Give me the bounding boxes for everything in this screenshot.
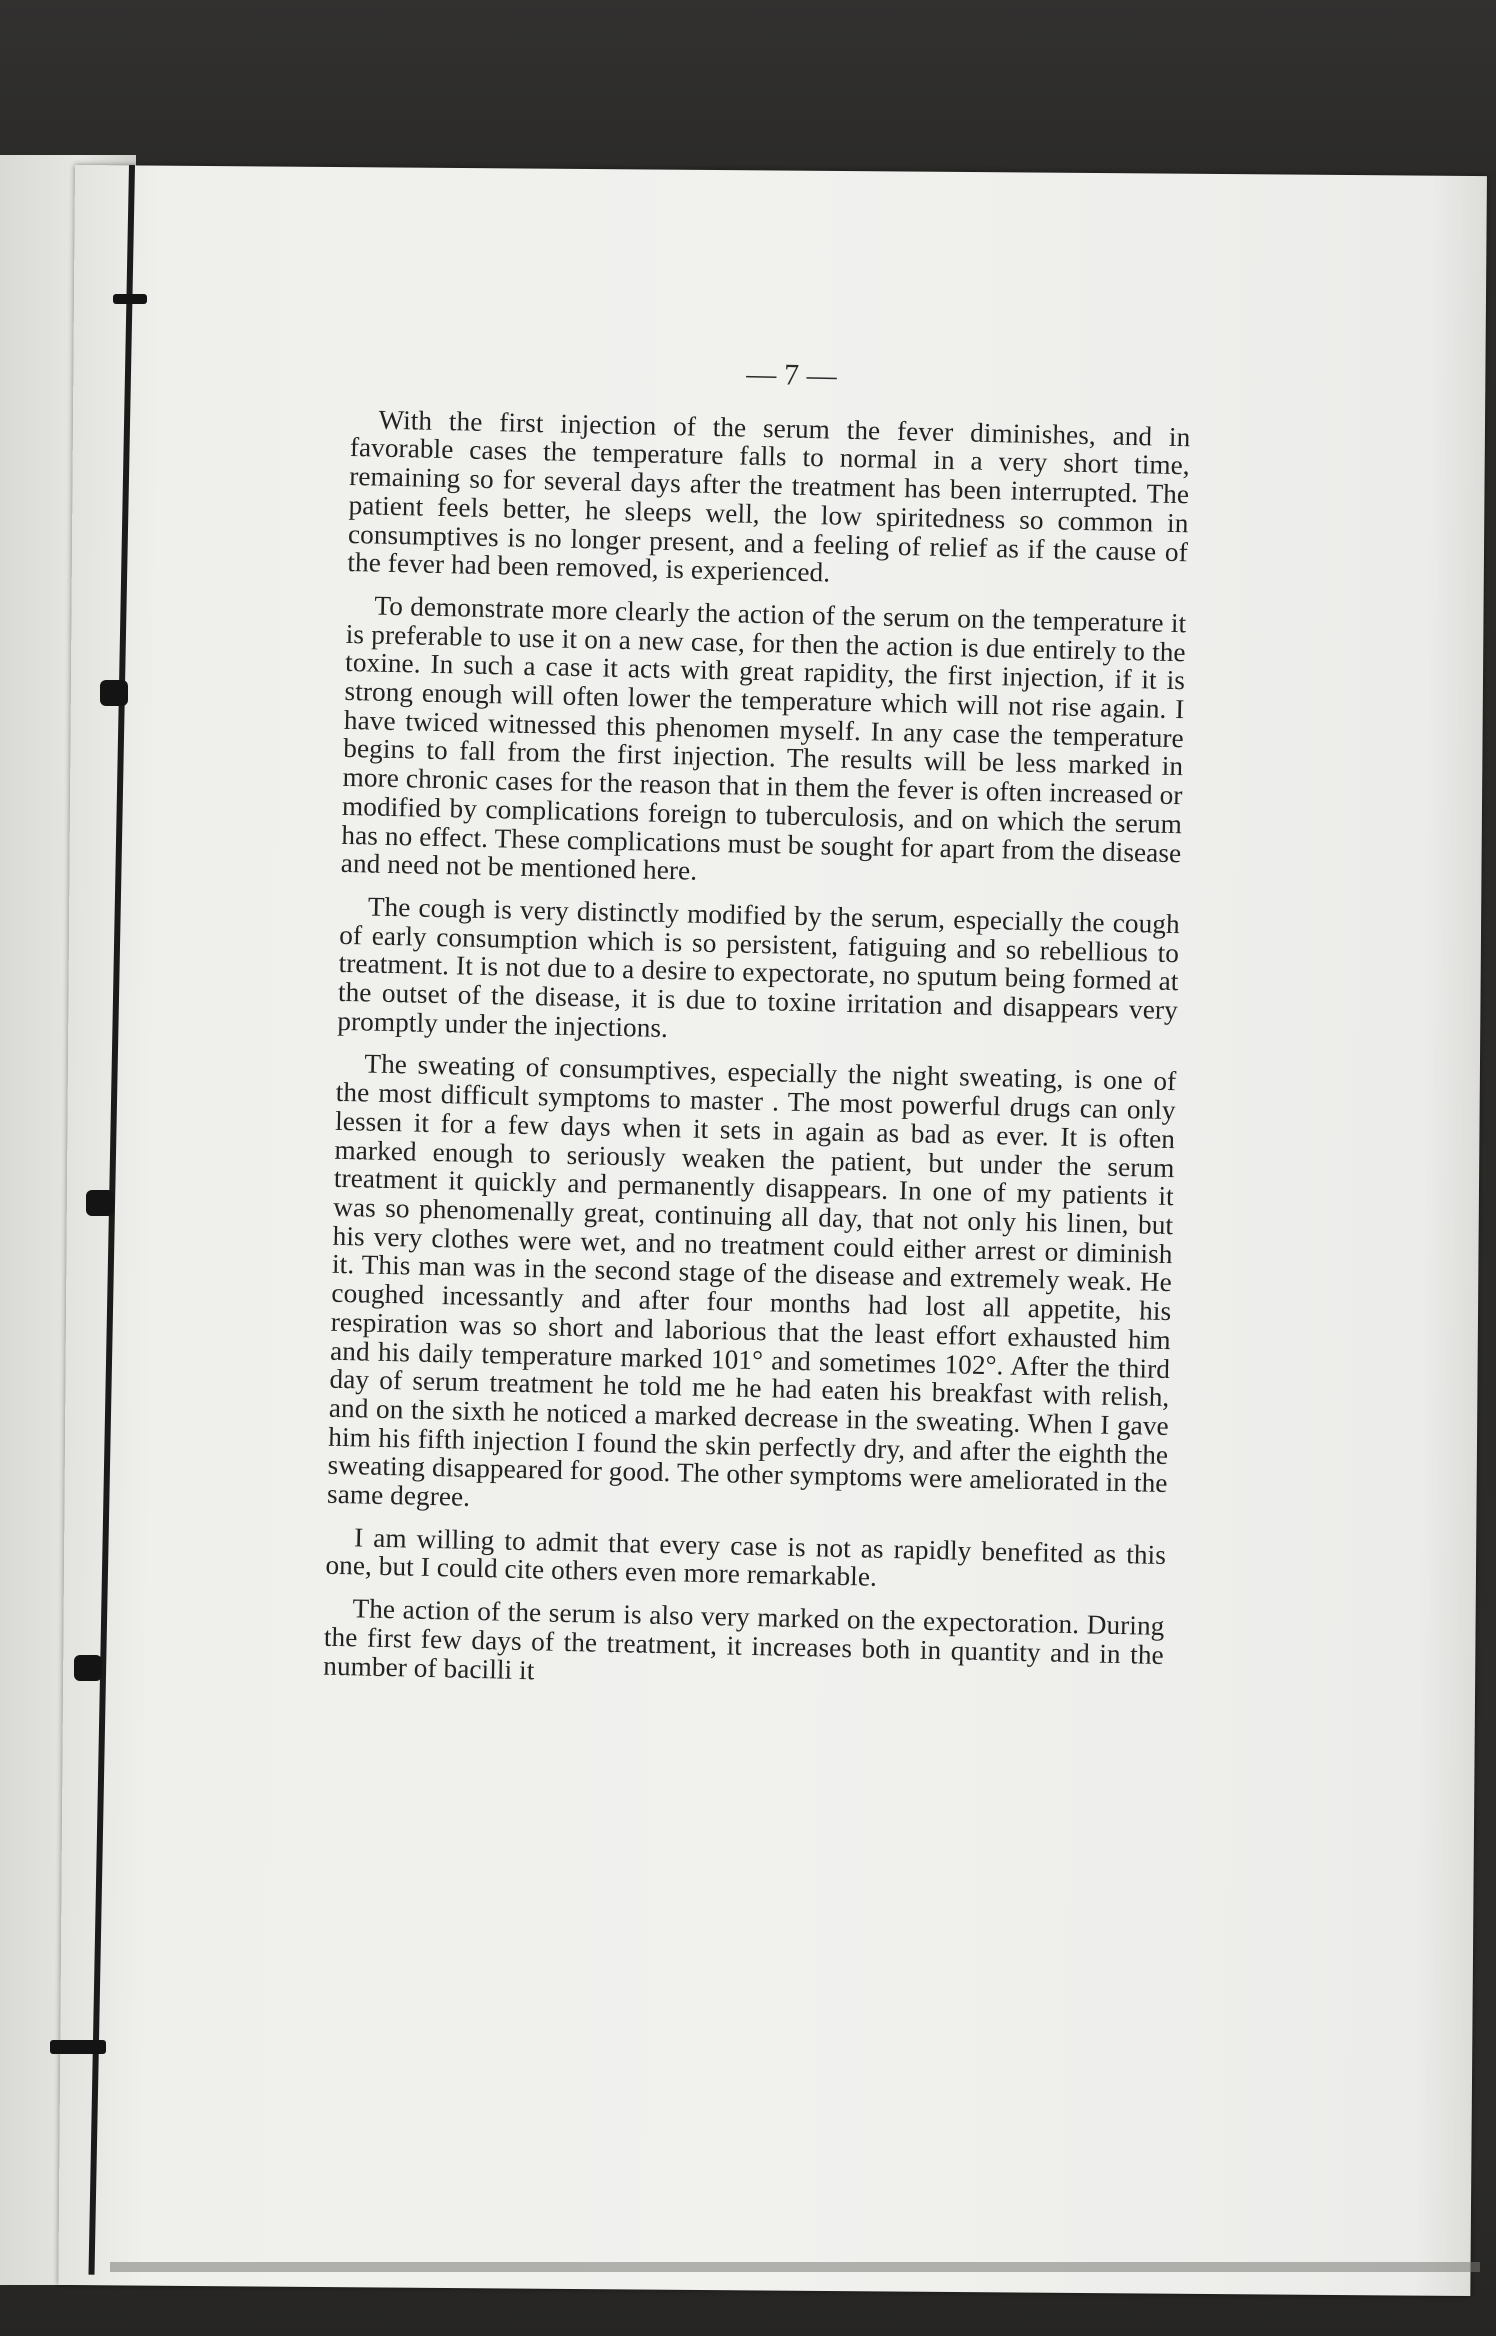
paragraph-benefit: I am willing to admit that every case is not as rapidly benefited as this one, but I could cite others even more remarkable. [325,1522,1167,1593]
paragraph-temperature: To demonstrate more clearly the action of the serum on the temperature it is preferable to use it on a new case, for then the action is due entirely to the toxine. In such a case it acts with great rapidity, the first injection, if it is strong enough will often lower the temperature which will not rise again. I have twiced witnessed this phenomen myself. In any case the temperature begins to fall from the first injection. The results will be less marked in more chronic cases for the reason that in them the fever is often increased or modified by complications foreign to tuberculosis, and on which the serum has no effect. These complications must be sought for apart from the disease and need not be mentioned here. [340,590,1187,886]
binding-stitch [113,294,147,304]
paragraph-fever: With the first injection of the serum the fever diminishes, and in favorable cases the temperature falls to normal in a very short time, remaining so for several days after the treatment has been interrupted. The patient feels better, he sleeps well, the low spiritedness so common in consumptives is no longer present, and a feeling of relief as if the cause of the fever had been removed, is experienced. [347,404,1191,588]
binding-stitch [50,2040,106,2054]
paragraph-cough: The cough is very distinctly modified by the serum, especially the cough of early consumption which is so persistent, fatiguing and so rebellious to treatment. It is not due to a desire to expectorate, no sputum being formed at the outset of the disease, it is due to toxine irritation and disappears very promptly under the injections. [337,891,1181,1043]
paragraph-sweating: The sweating of consumptives, especially the night sweating, is one of the most difficult symptoms to master . The most powerful drugs can only lessen it for a few days when it sets in again as bad as ever. It is often marked enough to seriously weaken the patient, but under the serum treatment it quickly and permanently disappears. In one of my patients it was so phenomenally great, continuing all day, that not only his linen, but his very clothes were wet, and no treatment could either arrest or diminish it. This man was in the second stage of the disease and extremely weak. He coughed incessantly and after four months had lost all appetite, his respiration was so short and laborious that the least effort exhausted him and his daily temperature marked 101° and sometimes 102°. After the third day of serum treatment he told me he had eaten his breakfast with relish, and on the sixth he noticed a marked decrease in the sweating. When I gave him his fifth injection I found the skin perfectly dry, and after the eighth the sweating disappeared for good. The other symptoms were ameliorated in the same degree. [326,1048,1177,1512]
binding-knot [86,1190,114,1216]
page-number: — 7 — [746,357,838,393]
binding-knot [74,1655,102,1681]
page-text [323,352,1192,1712]
paragraph-expectoration: The action of the serum is also very marked on the expectoration. During the first few days of the treatment, it increases both in quantity and in the number of bacilli it [323,1593,1165,1685]
binding-knot [100,680,128,706]
page-bottom-edge [110,2262,1480,2272]
